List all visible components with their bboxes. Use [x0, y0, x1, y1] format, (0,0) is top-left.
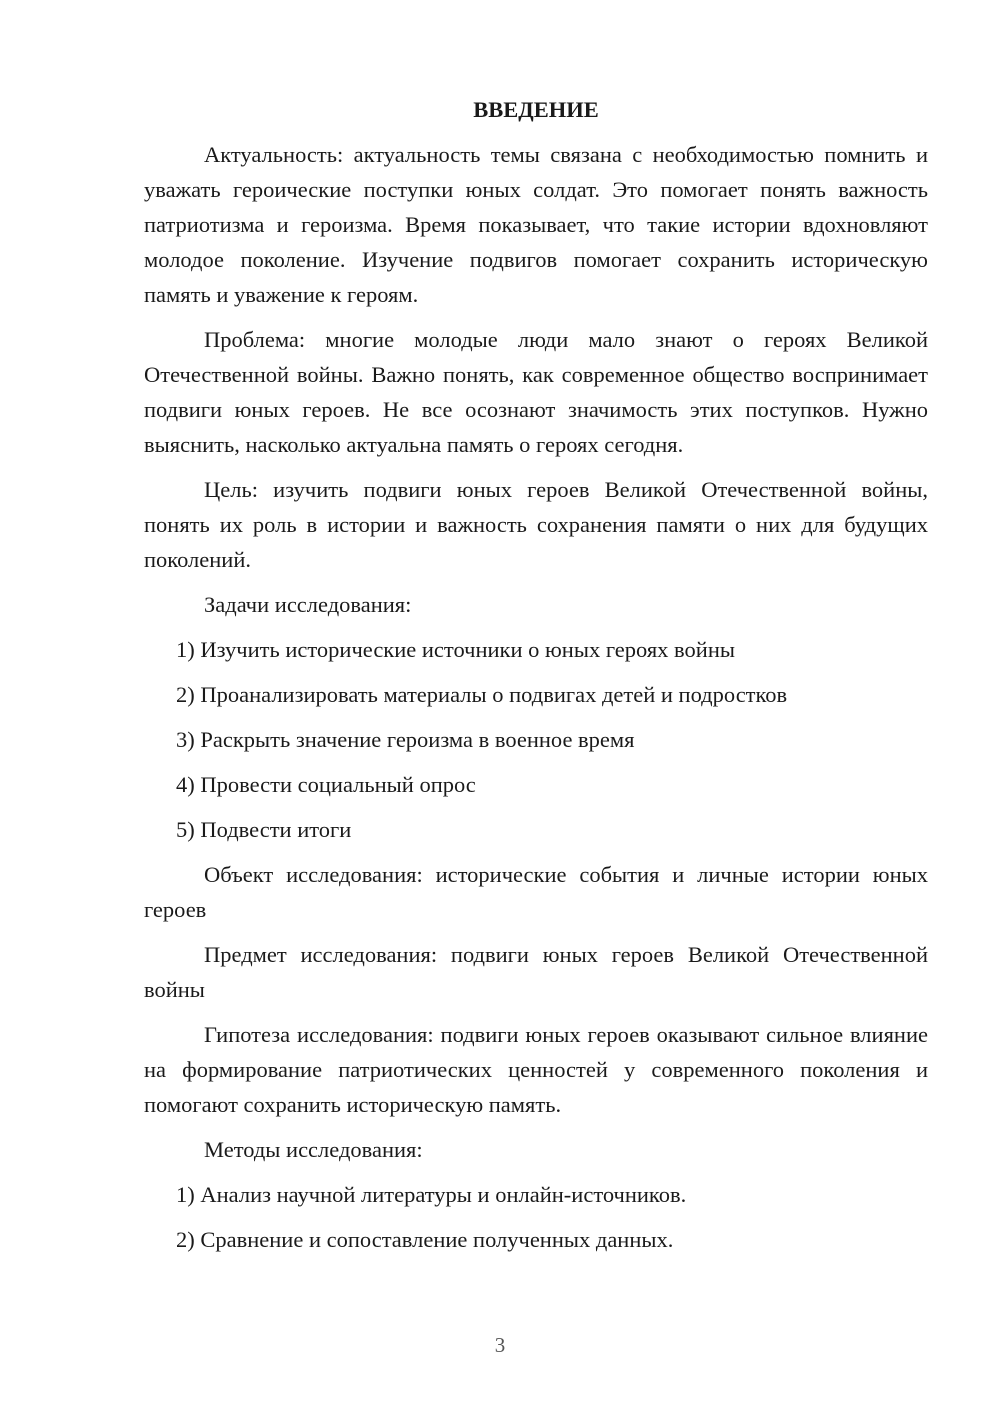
hypothesis-paragraph: Гипотеза исследования: подвиги юных героев оказывают сильное влияние на формирование патриотических ценностей у современного поколения и помогают сохранить историческую память. — [144, 1022, 928, 1117]
task-item-3: 3) Раскрыть значение героизма в военное время — [176, 727, 635, 752]
page-number: 3 — [494, 1333, 506, 1357]
object-paragraph: Объект исследования: исторические события и личные истории юных героев — [144, 862, 928, 922]
task-item-4: 4) Провести социальный опрос — [176, 772, 476, 797]
subject-paragraph: Предмет исследования: подвиги юных героев Великой Отечественной войны — [144, 942, 928, 1002]
page-title: ВВЕДЕНИЕ — [473, 97, 599, 122]
task-item-5: 5) Подвести итоги — [176, 817, 352, 842]
task-item-1: 1) Изучить исторические источники о юных героях войны — [176, 637, 735, 662]
goal-paragraph: Цель: изучить подвиги юных героев Великой Отечественной войны, понять их роль в истории и важность сохранения памяти о них для будущих поколений. — [144, 477, 928, 572]
problem-paragraph: Проблема: многие молодые люди мало знают о героях Великой Отечественной войны. Важно понять, как современное общество воспринимает подвиги юных героев. Не все осознают значимость этих поступков. Нужно выяснить, насколько актуальна память о героях сегодня. — [144, 327, 928, 457]
method-item-2: 2) Сравнение и сопоставление полученных данных. — [176, 1227, 674, 1252]
relevance-paragraph: Актуальность: актуальность темы связана с необходимостью помнить и уважать героические поступки юных солдат. Это помогает понять важность патриотизма и героизма. Время показывает, что такие истории вдохновляют молодое поколение. Изучение подвигов помогает сохранить историческую память и уважение к героям. — [144, 142, 928, 307]
task-item-2: 2) Проанализировать материалы о подвигах детей и подростков — [176, 682, 788, 707]
method-item-1: 1) Анализ научной литературы и онлайн-источников. — [176, 1182, 687, 1207]
tasks-heading: Задачи исследования: — [204, 592, 412, 617]
methods-heading: Методы исследования: — [204, 1137, 423, 1162]
page-content — [144, 92, 928, 1267]
